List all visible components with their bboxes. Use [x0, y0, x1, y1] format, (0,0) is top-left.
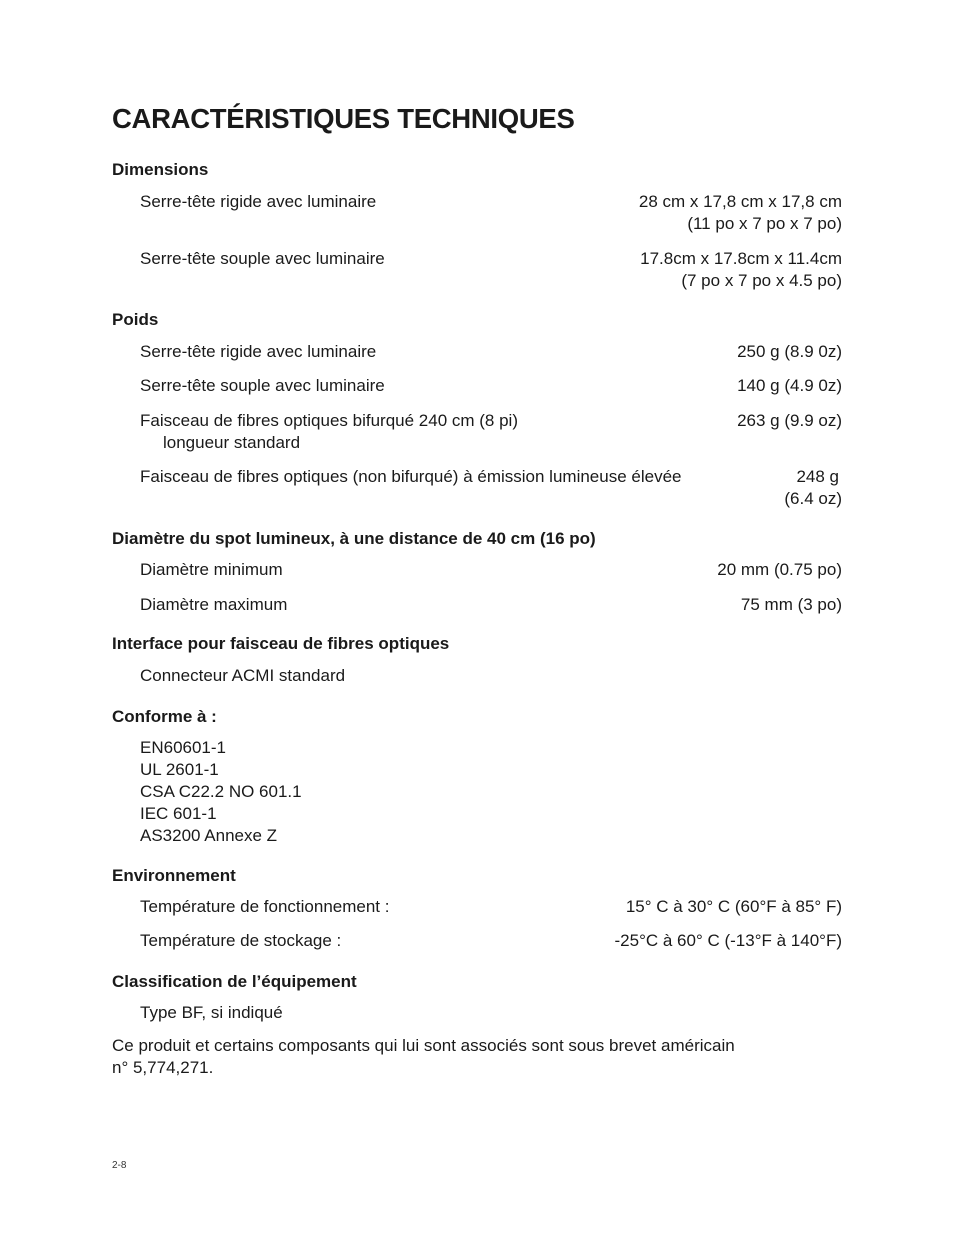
- spec-value: [717, 559, 842, 581]
- section-classification: [112, 971, 842, 993]
- section-heading: Conforme à :: [112, 707, 217, 726]
- spec-label: Serre-tête rigide avec luminaire: [140, 342, 377, 361]
- compliance-item: EN60601-1: [140, 738, 227, 757]
- spec-label: Serre-tête rigide avec luminaire: [140, 192, 377, 211]
- section-interface: [112, 633, 842, 655]
- page-title: CARACTÉRISTIQUES TECHNIQUES: [112, 103, 575, 134]
- spec-value-line: 263 g (9.9 oz): [737, 411, 842, 430]
- section-environment: [112, 865, 842, 887]
- classification-text: Type BF, si indiqué: [140, 1003, 283, 1022]
- compliance-item: AS3200 Annexe Z: [140, 826, 278, 845]
- patent-note: [112, 1035, 842, 1079]
- section-heading: Classification de l’équipement: [112, 972, 357, 991]
- section-dimensions: [112, 159, 842, 181]
- spec-value-line: (6.4 oz): [784, 489, 842, 508]
- spec-value: [640, 248, 842, 292]
- spec-value: [615, 930, 843, 952]
- spec-value: [741, 594, 842, 616]
- section-heading: Interface pour faisceau de fibres optiques: [112, 634, 450, 653]
- spec-value-line: 20 mm (0.75 po): [717, 560, 842, 579]
- spec-value-line: (7 po x 7 po x 4.5 po): [681, 271, 842, 290]
- spec-label: Faisceau de fibres optiques (non bifurqué) à émission lumineuse élevée: [140, 467, 682, 486]
- spec-value: [784, 466, 842, 510]
- compliance-item: CSA C22.2 NO 601.1: [140, 782, 302, 801]
- section-heading: Environnement: [112, 866, 236, 885]
- spec-value: [737, 341, 842, 363]
- compliance-item: IEC 601-1: [140, 804, 217, 823]
- spec-value-line: 250 g (8.9 0z): [737, 342, 842, 361]
- spec-value: [737, 375, 842, 397]
- spec-label: Température de stockage :: [140, 931, 342, 950]
- spec-value-line: 15° C à 30° C (60°F à 85° F): [625, 897, 842, 916]
- section-heading: Diamètre du spot lumineux, à une distance de 40 cm (16 po): [112, 529, 596, 548]
- spec-value: [639, 191, 842, 235]
- patent-line: n° 5,774,271.: [112, 1058, 214, 1077]
- page-number: 2-8: [112, 1160, 127, 1171]
- spec-label: Diamètre minimum: [140, 560, 283, 579]
- spec-value-line: 140 g (4.9 0z): [737, 376, 842, 395]
- spec-label: Diamètre maximum: [140, 595, 288, 614]
- compliance-list: [140, 737, 302, 847]
- section-heading: Poids: [112, 310, 159, 329]
- spec-label-continued: longueur standard: [163, 433, 301, 452]
- spec-value-line: 17.8cm x 17.8cm x 11.4cm: [640, 249, 842, 268]
- spec-label: Température de fonctionnement :: [140, 897, 390, 916]
- section-compliance: [112, 706, 842, 728]
- spec-value-line: 75 mm (3 po): [740, 595, 842, 614]
- spec-value-line: -25°C à 60° C (-13°F à 140°F): [614, 931, 842, 950]
- section-spot-diameter: [112, 528, 842, 550]
- spec-label: Serre-tête souple avec luminaire: [140, 376, 385, 395]
- compliance-item: UL 2601-1: [140, 760, 219, 779]
- spec-value-line: 28 cm x 17,8 cm x 17,8 cm: [638, 192, 842, 211]
- spec-value: [737, 410, 842, 432]
- spec-value-line: (11 po x 7 po x 7 po): [687, 214, 842, 233]
- interface-text: Connecteur ACMI standard: [140, 666, 346, 685]
- spec-label: Serre-tête souple avec luminaire: [140, 249, 385, 268]
- patent-line: Ce produit et certains composants qui lui sont associés sont sous brevet américain: [112, 1036, 735, 1055]
- section-weight: [112, 309, 842, 331]
- spec-label: Faisceau de fibres optiques bifurqué 240 cm (8 pi): [140, 411, 518, 430]
- spec-value: [626, 896, 842, 918]
- section-heading: Dimensions: [112, 160, 209, 179]
- spec-value-line: 248 g: [796, 467, 839, 486]
